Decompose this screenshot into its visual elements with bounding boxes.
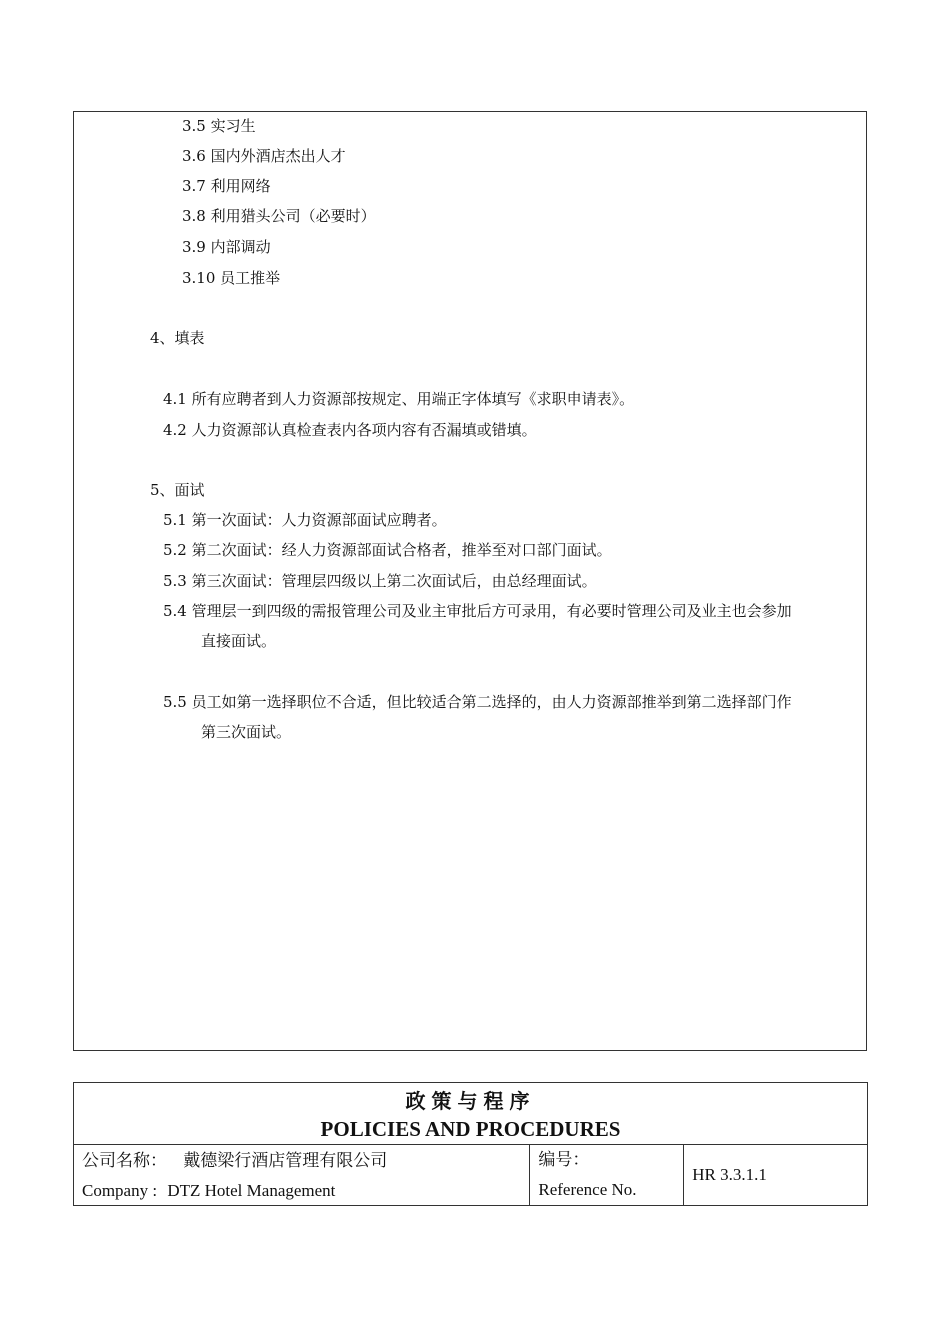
list-item-continuation: 第三次面试。 — [201, 723, 292, 741]
list-item: 5.2 第二次面试：经人力资源部面试合格者，推举至对口部门面试。 — [163, 541, 612, 559]
company-cell — [74, 1145, 530, 1206]
list-item: 3.10 员工推举 — [182, 269, 281, 287]
list-item: 5.3 第三次面试：管理层四级以上第二次面试后，由总经理面试。 — [163, 572, 597, 590]
section-heading: 4、填表 — [150, 329, 205, 347]
footer-title-cell — [74, 1083, 868, 1145]
list-item: 5.1 第一次面试：人力资源部面试应聘者。 — [163, 511, 447, 529]
list-item: 4.2 人力资源部认真检查表内各项内容有否漏填或错填。 — [163, 421, 537, 439]
list-item: 3.8 利用猎头公司（必要时） — [182, 207, 376, 225]
list-item: 3.9 内部调动 — [182, 238, 271, 256]
document-footer-table — [73, 1082, 868, 1206]
reference-label-en: Reference No. — [538, 1180, 637, 1199]
footer-title-cn: 政策与程序 — [405, 1088, 536, 1113]
list-item: 5.4 管理层一到四级的需报管理公司及业主审批后方可录用，有必要时管理公司及业主也会参加 — [163, 602, 792, 620]
list-item: 3.5 实习生 — [182, 117, 256, 135]
company-name-en: DTZ Hotel Management — [167, 1180, 336, 1200]
list-item: 5.5 员工如第一选择职位不合适，但比较适合第二选择的，由人力资源部推举到第二选择部门作 — [163, 693, 792, 711]
list-item: 4.1 所有应聘者到人力资源部按规定、用端正字体填写《求职申请表》。 — [163, 390, 635, 408]
list-item: 3.7 利用网络 — [182, 177, 271, 195]
reference-number: HR 3.3.1.1 — [684, 1145, 868, 1206]
reference-label-cell — [530, 1145, 684, 1206]
company-label-cn: 公司名称： — [82, 1150, 167, 1171]
company-name-cn: 戴德梁行酒店管理有限公司 — [183, 1150, 388, 1171]
footer-title-en: POLICIES AND PROCEDURES — [320, 1116, 621, 1141]
section-heading: 5、面试 — [150, 481, 205, 499]
list-item-continuation: 直接面试。 — [201, 632, 277, 650]
list-item: 3.6 国内外酒店杰出人才 — [182, 147, 346, 165]
company-label-en: Company : — [82, 1180, 158, 1200]
reference-label-cn: 编号： — [538, 1150, 590, 1170]
